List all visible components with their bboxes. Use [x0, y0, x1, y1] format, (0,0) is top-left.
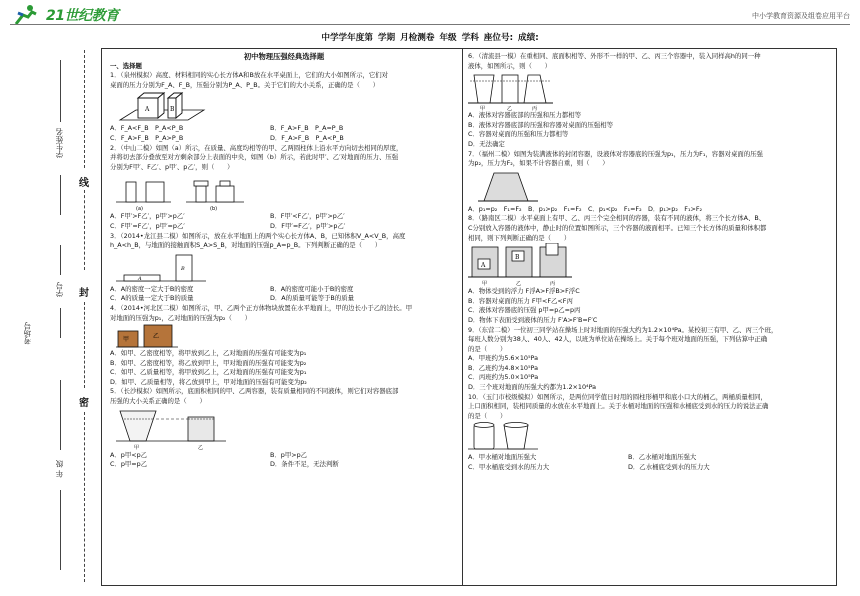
header-rule — [10, 24, 850, 25]
q4-option-c[interactable]: C．如甲、乙质量相等，将甲放到乙上，乙对地面的压强有可能变为p₁ — [110, 368, 307, 377]
q5-option-c[interactable]: C．p甲=p乙 — [110, 460, 148, 469]
q6-option-c[interactable]: C．容器对桌面的压强和压力都相等 — [468, 130, 569, 139]
q2-options-row-1 — [110, 212, 458, 222]
q7-line-1: 7．（福州二模）如图为装满液体的封闭容器，设液体对容器底的压强为p₁，压力为F₁，容器对桌面的压强 — [468, 149, 763, 158]
q1-option-d[interactable]: D．F_A>F_B P_A<P_B — [270, 133, 344, 142]
q9-line-2: 每班人数分别为38人、40人、42人，以班为单位站在操场上。关于每个班对地面的压强，下列估算中正确 — [468, 335, 768, 344]
q2-line-2: 并将切去部分叠放至对方剩余部分上表面的中央，如图（b）所示，若此时甲′、乙′对地面的压力、压强 — [110, 153, 399, 162]
q8-line-1: 8．（路南区二模）水平桌面上有甲、乙、丙三个完全相同的容器，装有不同的液体，将三个长方体A、B、 — [468, 214, 766, 223]
q3-options-row-2 — [110, 294, 458, 304]
q1-option-a[interactable]: A．F_A<F_B P_A<P_B — [110, 124, 184, 133]
q1-options-row-1 — [110, 124, 458, 134]
svg-text:甲: 甲 — [482, 281, 488, 288]
svg-text:乙: 乙 — [153, 333, 160, 341]
q10-line-1: 10．（玉门市校级模拟）如图所示，是两位同学值日时用的圆柱形桶甲和底小口大的桶乙，两桶质量相同， — [468, 392, 767, 401]
seal-dash-3 — [84, 302, 85, 388]
svg-text:B: B — [181, 265, 185, 272]
right-column — [468, 52, 830, 473]
platform-name: 中小学教育资源及组卷应用平台 — [752, 12, 850, 20]
q8-line-3: 相同，则下列判断正确的是（ ） — [468, 233, 571, 242]
q6-line-2: 液体，如图所示，则（ ） — [468, 61, 552, 70]
q10-line-3: 的是（ ） — [468, 411, 507, 420]
fig-label-b: B — [170, 106, 175, 114]
seal-dash-4 — [84, 412, 85, 582]
exam-header: 中学学年度第 学期 月检测卷 年级 学科 座位号: 成绩: — [321, 33, 539, 43]
q8-option-d[interactable]: D．物体下表面受到液体的压力 F′A>F′B=F′C — [468, 315, 598, 324]
svg-text:A: A — [481, 262, 486, 270]
q10-option-a[interactable]: A．甲水桶对地面压强大 — [468, 453, 537, 462]
q7-line-2: 为p₂，压力为F₂，如果不计容器自重，则（ ） — [468, 159, 609, 168]
q5-option-d[interactable]: D．条件不足，无法判断 — [270, 460, 339, 469]
q10-option-d[interactable]: D．乙水桶底受到水的压力大 — [628, 463, 710, 472]
q6-figure — [468, 71, 558, 111]
q1-line-1: 1．（泉州模拟）高度、材料相同的实心长方体A和B放在水平桌面上，它们的大小如图所示，它们对 — [110, 71, 389, 80]
q7-option-d[interactable]: D．p₁>p₂ F₁>F₂ — [648, 204, 703, 213]
id-line — [60, 245, 61, 275]
q3-line-2: h_A<h_B，与地面的接触面积S_A>S_B，对地面的压强p_A=p_B。下列判断正确的是（ ） — [110, 241, 382, 250]
q2-option-b[interactable]: B．F甲′<F乙′，p甲′>p乙′ — [270, 212, 345, 221]
q7-option-a[interactable]: A．p₁=p₂ F₁=F₂ — [468, 204, 522, 213]
q9-option-b[interactable]: B．乙班约为4.8×10⁵Pa — [468, 363, 539, 372]
q5-options-row-2 — [110, 460, 458, 470]
q1-options-row-2 — [110, 134, 458, 144]
name-line-2 — [60, 175, 61, 215]
q6-option-d[interactable]: D．无法确定 — [468, 139, 505, 148]
q3-figure — [116, 251, 216, 285]
q3-options-row-1 — [110, 285, 458, 295]
grade-label: 年 级 — [55, 460, 64, 478]
q1-figure — [118, 90, 208, 124]
q6-option-a[interactable]: A．液体对容器底部的压强和压力都相等 — [468, 111, 582, 120]
q3-line-1: 3．（2014•龙江县二模）如图所示，放在水平地面上的两个实心长方体A、B，已知体积V_A<V_B，高度 — [110, 231, 406, 240]
q9-option-d[interactable]: D．三个班对地面的压强大约都为1.2×10⁴Pa — [468, 383, 597, 392]
line-word: 线 — [79, 178, 89, 189]
q2-line-3: 分别为F甲′、F乙′、p甲′、p乙′，则（ ） — [110, 162, 234, 171]
q4-line-1: 4．（2014•河北区二模）如图所示，甲、乙两个正方体物块放置在水平地面上，甲的边长小于乙的边长。甲 — [110, 303, 413, 312]
svg-text:乙: 乙 — [516, 281, 522, 288]
q7-options-row — [468, 205, 830, 215]
svg-text:甲: 甲 — [123, 336, 130, 344]
fig-b-label: (b) — [210, 206, 218, 213]
q8-figure — [468, 243, 578, 287]
logo — [10, 4, 150, 26]
q8-line-2: C分别放入容器的液体中，静止时的位置如图所示，三个容器的液面相平。已知三个长方体的质量和体积都 — [468, 223, 767, 232]
q4-option-a[interactable]: A．如甲、乙密度相等，将甲放到乙上，乙对地面的压强有可能变为p₁ — [110, 349, 307, 358]
q10-line-2: 上口面积相同，装相同质量的水放在水平地面上。关于水桶对地面的压强和水桶底受到水的压力的说法正确 — [468, 402, 769, 411]
q5-option-b[interactable]: B．p甲>p乙 — [270, 450, 308, 459]
seal-dash-2 — [84, 190, 85, 270]
q5-figure — [116, 407, 236, 451]
q9-option-c[interactable]: C．丙班约为5.0×10⁵Pa — [468, 373, 539, 382]
q3-option-d[interactable]: D．A的质量可能等于B的质量 — [270, 294, 354, 303]
logo-title: 21世纪教育 — [46, 8, 119, 24]
left-column — [110, 52, 458, 470]
q10-options-row-1 — [468, 453, 830, 463]
q5-line-1: 5．（长沙模拟）如图所示，底面积相同的甲、乙两容器，装有质量相同的不同液体，则它们对容器底部 — [110, 387, 399, 396]
binding-strip — [0, 50, 100, 590]
q4-figure — [116, 323, 196, 349]
secret-word: 密 — [79, 398, 89, 409]
q10-options-row-2 — [468, 463, 830, 473]
runner-icon — [10, 4, 40, 26]
q2-line-1: 2．（中山二模）如图（a）所示，在质量、高度均相等的甲、乙两圆柱体上沿水平方向切去相同的厚度， — [110, 143, 403, 152]
svg-text:丙: 丙 — [532, 106, 538, 112]
q5-options-row-1 — [110, 451, 458, 461]
q10-option-b[interactable]: B．乙水桶对地面压强大 — [628, 453, 697, 462]
q9-line-3: 的是（ ） — [468, 344, 507, 353]
name-line — [60, 60, 61, 122]
q7-option-c[interactable]: C．p₁<p₂ F₁=F₂ — [588, 204, 642, 213]
student-id-label: 学号 — [55, 282, 64, 297]
q1-line-2: 桌面的压力分别为F_A、F_B，压强分别为P_A、P_B。关于它们的大小关系，正确的是（ ） — [110, 80, 380, 89]
q3-option-a[interactable]: A．A的密度一定大于B的密度 — [110, 284, 194, 293]
q3-option-b[interactable]: B．A的密度可能小于B的密度 — [270, 284, 354, 293]
q10-figure — [468, 421, 548, 453]
svg-text:B: B — [515, 254, 520, 262]
q5-option-a[interactable]: A．p甲<p乙 — [110, 450, 148, 459]
exam-no-label: 考场号 — [23, 322, 32, 345]
paper-title: 初中物理压强经典选择题 — [243, 52, 325, 61]
q2-figure — [116, 172, 246, 212]
q2-options-row-2 — [110, 222, 458, 232]
q6-option-b[interactable]: B．液体对容器底部的压强和容器对桌面的压强相等 — [468, 120, 613, 129]
seal-word: 封 — [79, 288, 89, 299]
fig-label-a: A — [145, 106, 150, 114]
q4-line-2: 对地面的压强为p₁，乙对地面的压强为p₂（ ） — [110, 313, 252, 322]
svg-text:乙: 乙 — [198, 444, 204, 451]
q1-option-c[interactable]: C．F_A>F_B P_A>P_B — [110, 133, 184, 142]
q9-option-a[interactable]: A．甲班约为5.6×10⁵Pa — [468, 354, 539, 363]
q2-option-a[interactable]: A．F甲′>F乙′，p甲′>p乙′ — [110, 212, 185, 221]
logo-text — [46, 5, 118, 25]
svg-text:丙: 丙 — [550, 281, 556, 288]
q3-option-c[interactable]: C．A的质量一定大于B的质量 — [110, 294, 194, 303]
q8-option-b[interactable]: B．容器对桌面的压力 F甲<F乙<F丙 — [468, 296, 573, 305]
svg-text:甲: 甲 — [480, 106, 486, 112]
q7-option-b[interactable]: B．p₁>p₂ F₁=F₂ — [528, 204, 582, 213]
q6-line-1: 6．（清流县一模）在重相同、底面积相等、外形不一样的甲、乙、丙三个容器中，装入同样高h的同一种 — [468, 52, 761, 60]
q4-option-d[interactable]: D．如甲、乙质量相等，将乙放到甲上，甲对地面的压强有可能变为p₂ — [110, 377, 307, 386]
seal-dash-1 — [84, 50, 85, 168]
q1-option-b[interactable]: B．F_A>F_B P_A=P_B — [270, 124, 344, 133]
q7-figure — [478, 169, 558, 205]
q2-option-d[interactable]: D．F甲′=F乙′，p甲′>p乙′ — [270, 221, 346, 230]
section-heading: 一、选择题 — [110, 61, 142, 70]
q8-option-a[interactable]: A．物体受到的浮力 F浮A>F浮B>F浮C — [468, 287, 580, 296]
grade-line — [60, 380, 61, 450]
q4-option-b[interactable]: B．如甲、乙密度相等，将乙放到甲上，甲对地面的压强有可能变为p₂ — [110, 358, 307, 367]
fig-a-label: (a) — [136, 206, 143, 213]
student-name-label: 学生姓名 — [55, 128, 64, 158]
q9-line-1: 9．（东营二模）一位初三同学站在操场上时对地面的压强大约为1.2×10⁴Pa。某校初三有甲、乙、丙三个班， — [468, 325, 778, 334]
grade-line-2 — [60, 490, 61, 570]
q10-option-c[interactable]: C．甲水桶底受到水的压力大 — [468, 463, 550, 472]
svg-text:甲: 甲 — [134, 444, 140, 451]
column-divider — [462, 48, 463, 586]
q8-option-c[interactable]: C．液体对容器底的压强 p甲=p乙=p丙 — [468, 306, 581, 315]
q5-line-2: 压强的大小关系正确的是（ ） — [110, 397, 206, 406]
id-line-2 — [60, 308, 61, 338]
svg-text:乙: 乙 — [507, 106, 513, 112]
svg-text:A: A — [138, 275, 142, 282]
q2-option-c[interactable]: C．F甲′=F乙′，p甲′=p乙′ — [110, 221, 185, 230]
